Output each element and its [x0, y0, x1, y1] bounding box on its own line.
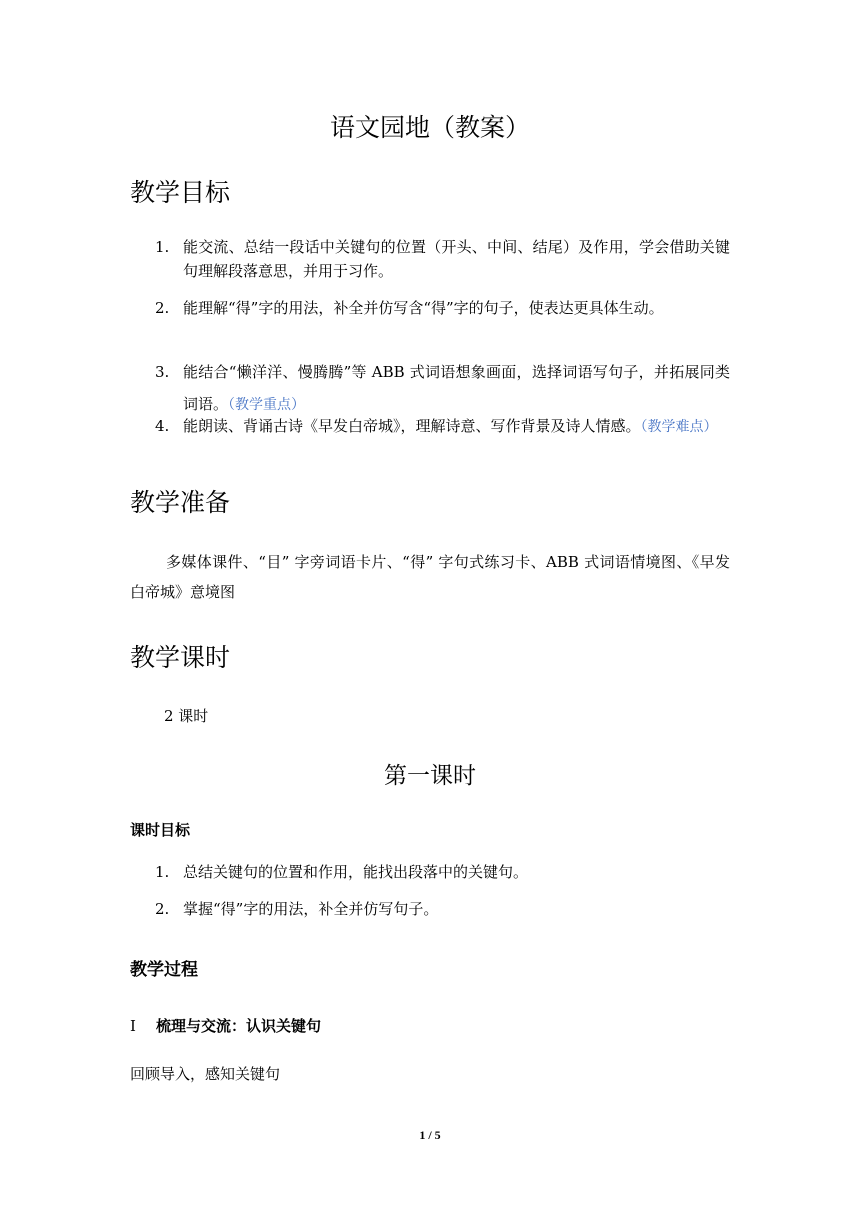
list-number: 4.	[155, 417, 170, 435]
periods-text: 2 课时	[164, 707, 209, 725]
lesson-goal-text: 掌握“得”字的用法，补全并仿写句子。	[183, 900, 439, 918]
list-number: 1.	[155, 863, 170, 881]
list-number: 2.	[155, 299, 170, 317]
objective-text: 能理解“得”字的用法，补全并仿写含“得”字的句子，使表达更具体生动。	[183, 299, 664, 317]
objective-text: 能交流、总结一段话中关键句的位置（开头、中间、结尾）及作用，学会借助关键句理解段落意思，并用于习作。	[183, 238, 730, 280]
list-number: 3.	[155, 363, 170, 381]
lesson-goal-text: 总结关键句的位置和作用，能找出段落中的关键句。	[183, 863, 529, 881]
process-heading: 教学过程	[130, 960, 198, 980]
list-number: 1.	[155, 238, 170, 256]
intro-text: 回顾导入，感知关键句	[130, 1065, 281, 1083]
lesson1-heading: 第一课时	[384, 763, 476, 789]
key-point-note: （教学重点）	[228, 397, 306, 413]
periods-heading: 教学课时	[130, 643, 231, 672]
part1-label: 梳理与交流：认识关键句	[156, 1017, 322, 1035]
objective-text: 能朗读、背诵古诗《早发白帝城》，理解诗意、写作背景及诗人情感。	[183, 417, 641, 435]
preparation-text: 多媒体课件、“目” 字旁词语卡片、“得” 字句式练习卡、ABB 式词语情境图、《早发白帝城》意境图	[130, 553, 730, 601]
part1-heading	[130, 1014, 321, 1038]
roman-numeral: Ⅰ	[130, 1017, 136, 1035]
document-title: 语文园地（教案）	[329, 113, 530, 142]
difficulty-note: （教学难点）	[640, 419, 718, 435]
list-number: 2.	[155, 900, 170, 918]
preparation-heading: 教学准备	[130, 488, 231, 517]
page-number: 1 / 5	[419, 1128, 441, 1142]
lesson-goals-heading: 课时目标	[130, 821, 191, 839]
objectives-heading: 教学目标	[130, 178, 231, 207]
objective-text: 能结合“懒洋洋、慢腾腾”等 ABB 式词语想象画面，选择词语写句子，并拓展同类词语。	[183, 363, 730, 413]
